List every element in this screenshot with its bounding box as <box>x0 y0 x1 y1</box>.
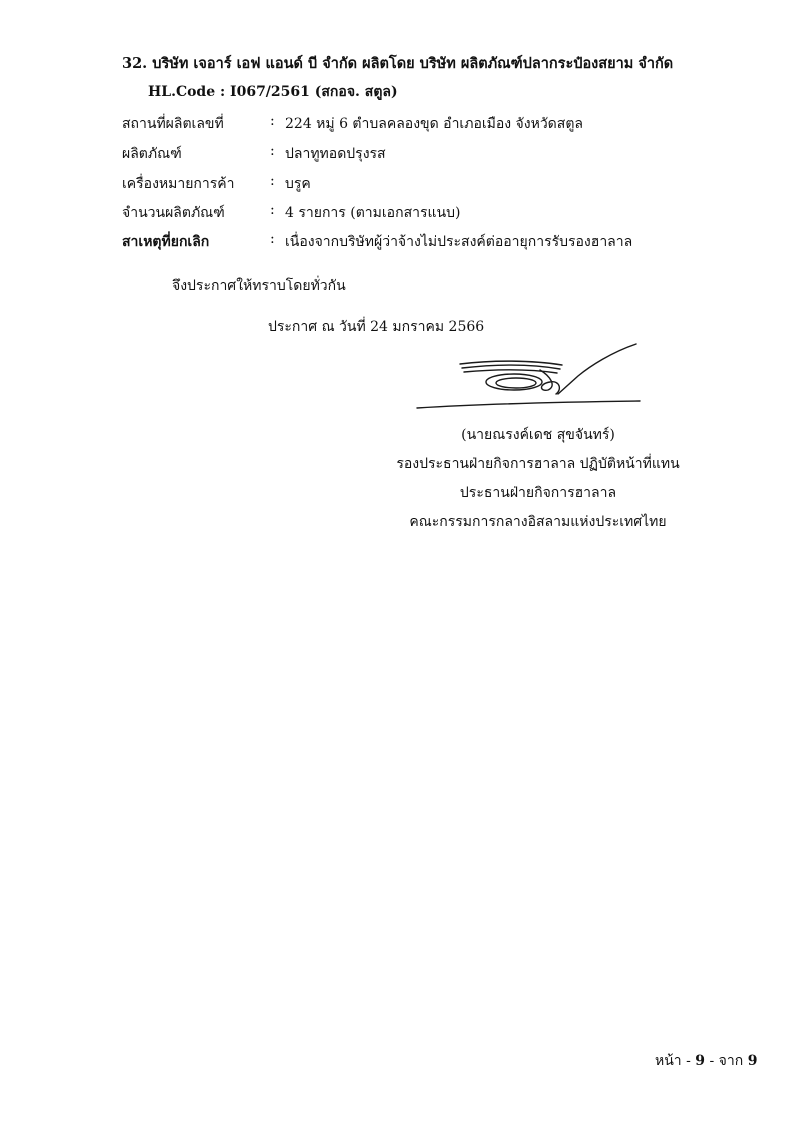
notice-text: จึงประกาศให้ทราบโดยทั่วกัน <box>172 278 346 294</box>
value-factory-address: 224 หมู่ 6 ตำบลคลองขุด อำเภอเมือง จังหวัดสตูล <box>285 116 583 132</box>
page-total: 9 <box>747 1053 758 1069</box>
signature-image <box>412 340 647 415</box>
hl-code: HL.Code : I067/2561 (สกอจ. สตูล) <box>148 84 398 100</box>
signatory-name: (นายณรงค์เดช สุขจันทร์) <box>461 427 615 443</box>
value-product-count: 4 รายการ (ตามเอกสารแนบ) <box>285 205 461 221</box>
value-product: ปลาทูทอดปรุงรส <box>285 146 386 162</box>
value-trademark: บรูค <box>285 176 311 192</box>
label-product-count: จำนวนผลิตภัณฑ์ <box>122 205 225 221</box>
value-cancel-reason: เนื่องจากบริษัทผู้ว่าจ้างไม่ประสงค์ต่ออายุการรับรองฮาลาล <box>285 234 633 250</box>
colon: : <box>270 173 275 189</box>
label-factory-address: สถานที่ผลิตเลขที่ <box>122 116 224 132</box>
page-current: 9 <box>695 1053 706 1069</box>
announcement-date: ประกาศ ณ วันที่ 24 มกราคม 2566 <box>268 319 485 335</box>
company-heading: 32. บริษัท เจอาร์ เอฟ แอนด์ บี จำกัด ผลิตโดย บริษัท ผลิตภัณฑ์ปลากระป๋องสยาม จำกัด <box>122 55 674 72</box>
colon: : <box>270 143 275 159</box>
label-trademark: เครื่องหมายการค้า <box>122 176 235 192</box>
label-product: ผลิตภัณฑ์ <box>122 146 182 162</box>
page-number <box>655 1050 757 1072</box>
page-middle: - จาก <box>709 1053 744 1069</box>
signatory-title-3: คณะกรรมการกลางอิสลามแห่งประเทศไทย <box>409 514 667 530</box>
colon: : <box>270 231 275 247</box>
signatory-title-1: รองประธานฝ่ายกิจการฮาลาล ปฏิบัติหน้าที่แทน <box>396 456 680 472</box>
label-cancel-reason: สาเหตุที่ยกเลิก <box>122 234 210 250</box>
colon: : <box>270 113 275 129</box>
colon: : <box>270 202 275 218</box>
page-prefix: หน้า - <box>655 1053 691 1069</box>
signatory-title-2: ประธานฝ่ายกิจการฮาลาล <box>459 485 617 501</box>
